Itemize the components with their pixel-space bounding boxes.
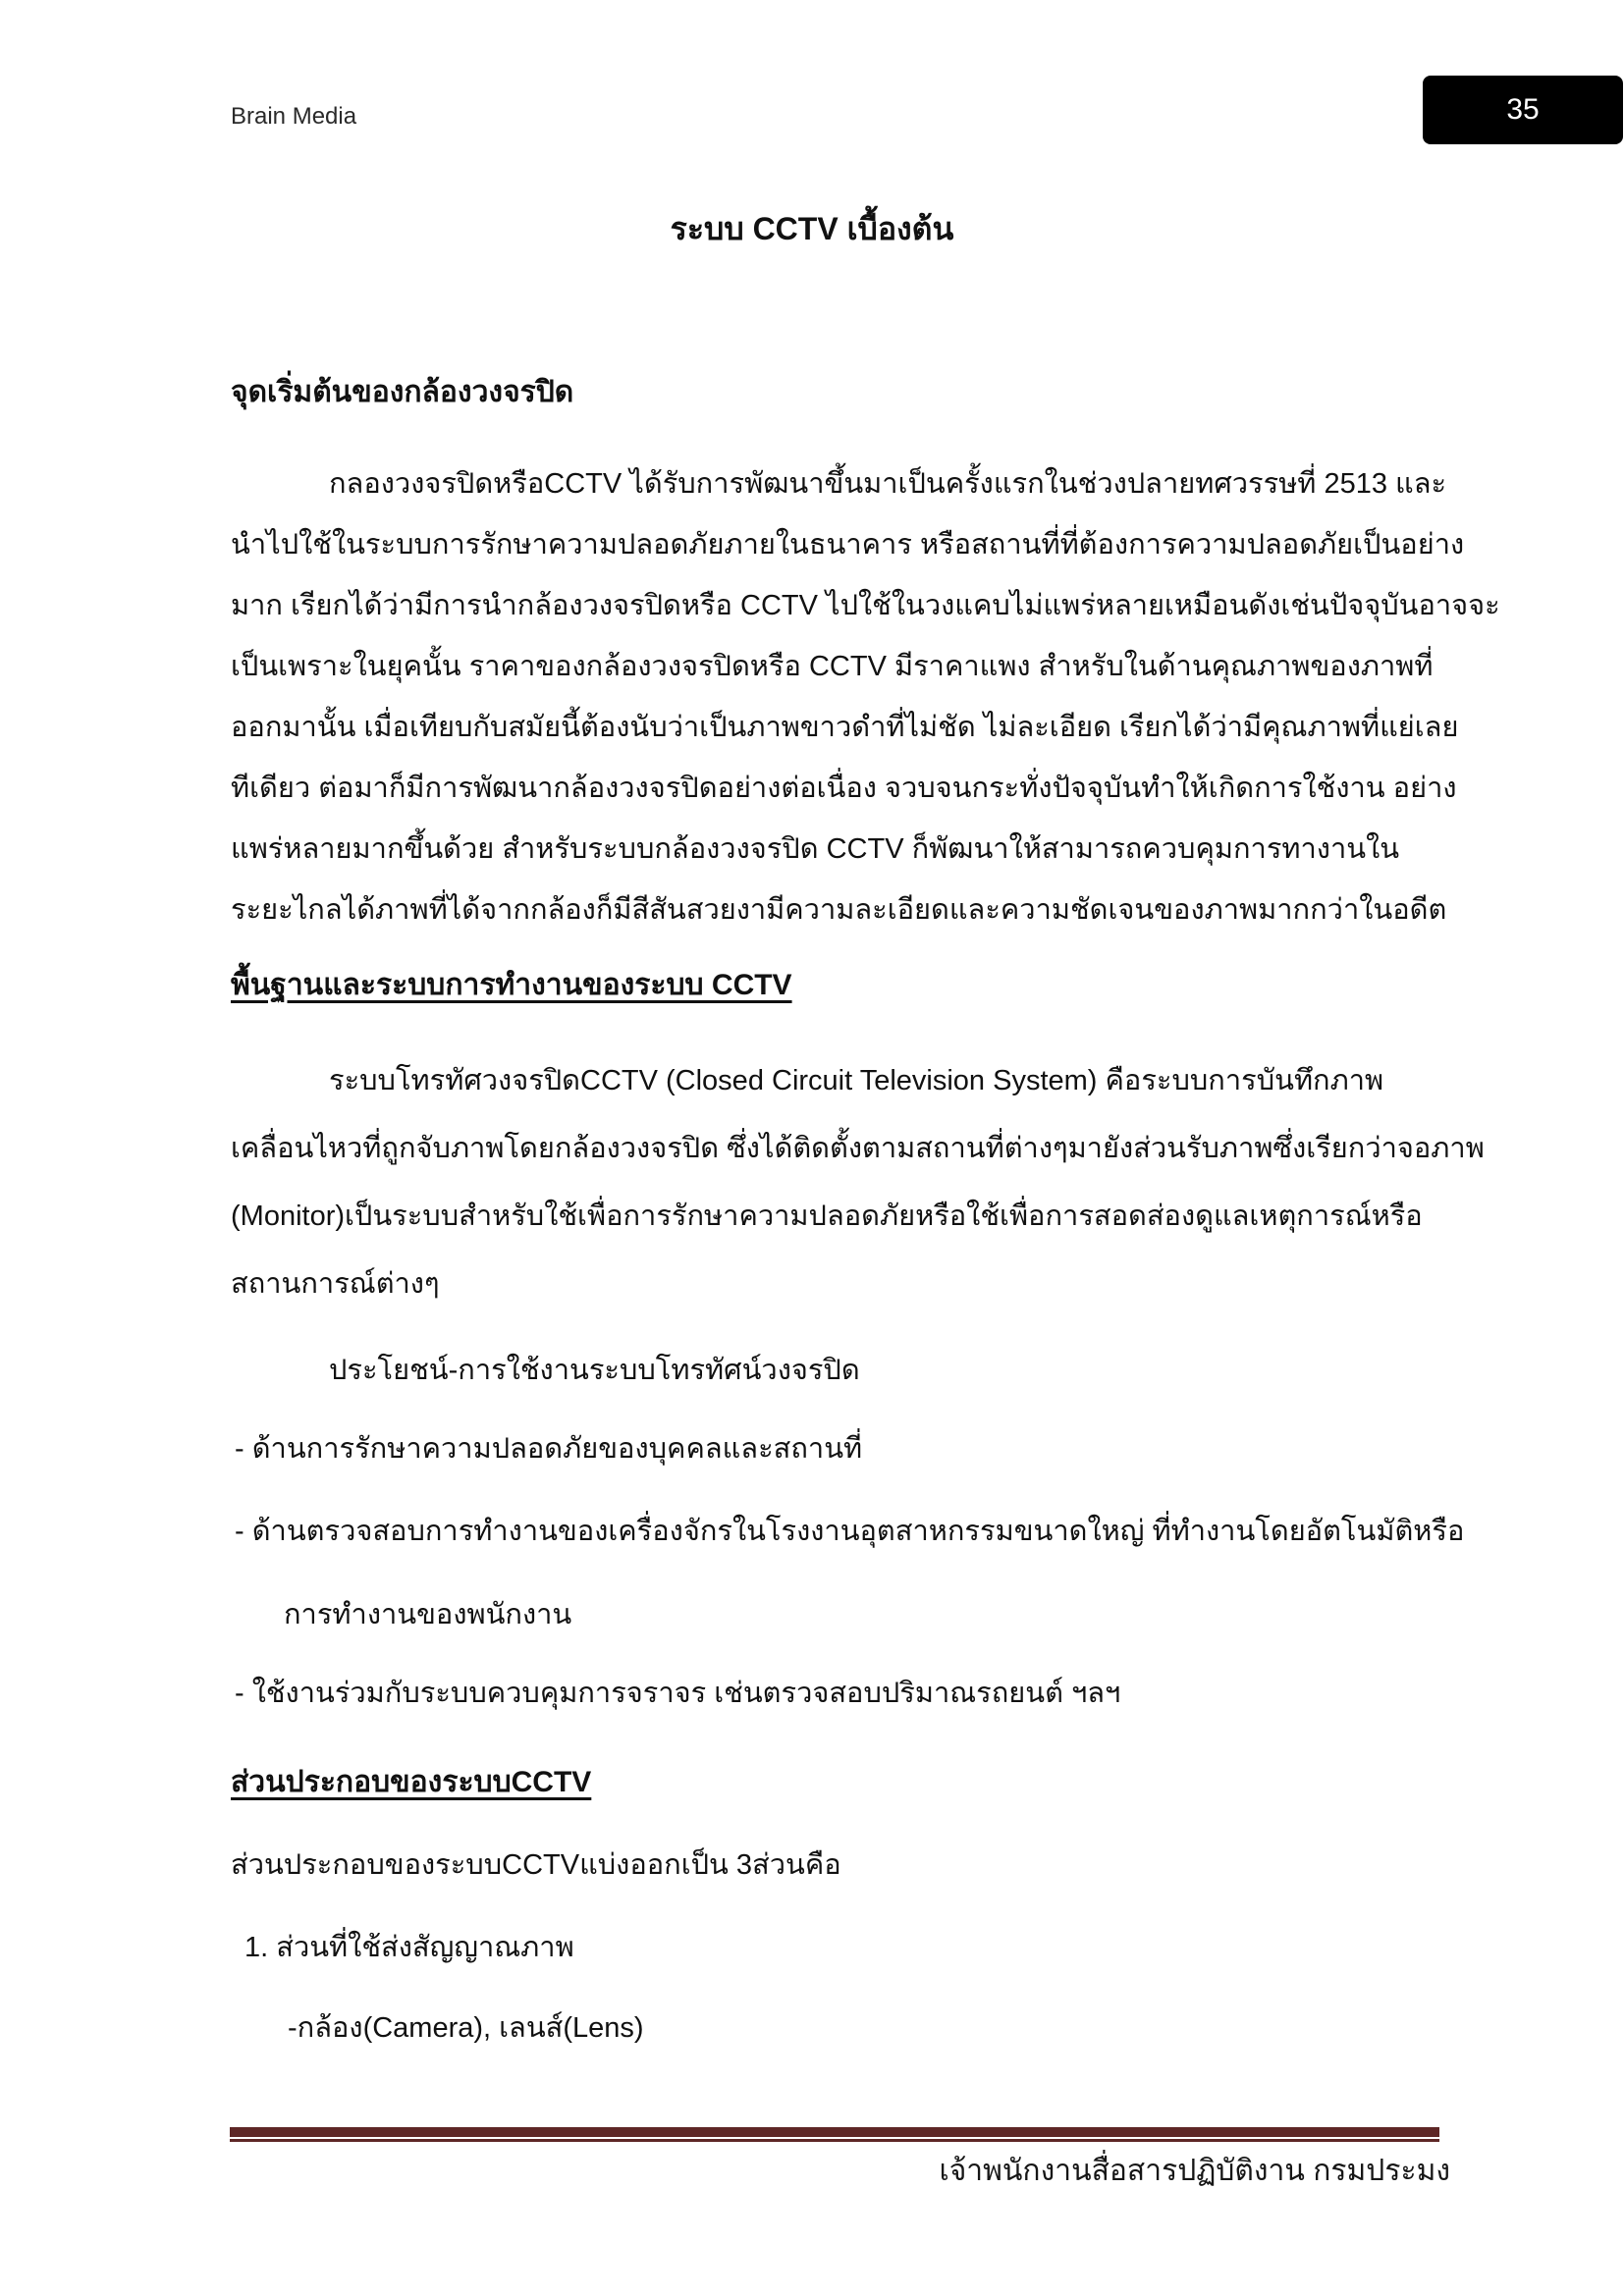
heading-origin: จุดเริ่มต้นของกล้องวงจรปิด (231, 376, 574, 408)
page-number: 35 (1506, 93, 1540, 126)
page-title: ระบบ CCTV เบื้องต้น (670, 211, 954, 246)
footer-credit: เจ้าพนักงานสื่อสารปฏิบัติงาน กรมประมง (939, 2155, 1450, 2187)
paragraph-line: ทีเดียว ต่อมาก็มีการพัฒนากล้องวงจรปิดอย่างต่อเนื่อง จวบจนกระทั่งปัจจุบันทำให้เกิดการใช้งาน อย่าง (231, 773, 1457, 804)
paragraph-line: สถานการณ์ต่างๆ (231, 1268, 440, 1300)
paragraph-line: กลองวงจรปิดหรือCCTV ได้รับการพัฒนาขึ้นมาเป็นครั้งแรกในช่วงปลายทศวรรษที่ 2513 และ (329, 468, 1447, 500)
paragraph-line: ออกมานั้น เมื่อเทียบกับสมัยนี้ต้องนับว่าเป็นภาพขาวดำที่ไม่ชัด ไม่ละเอียด เรียกได้ว่ามีคุณภาพที่แย่เลย (231, 712, 1459, 743)
heading-components: ส่วนประกอบของระบบCCTV (231, 1766, 592, 1798)
page-number-badge (1423, 76, 1623, 144)
bullet-item-security: - ด้านการรักษาความปลอดภัยของบุคคลและสถานที่ (235, 1433, 863, 1465)
bullet-continuation: การทำงานของพนักงาน (284, 1599, 572, 1630)
paragraph-fundamentals (231, 1047, 1485, 1318)
list-item-camera-lens: -กล้อง(Camera), เลนส์(Lens) (288, 2012, 644, 2044)
paragraph-line: นำไปใช้ในระบบการรักษาความปลอดภัยภายในธนาคาร หรือสถานที่ที่ต้องการความปลอดภัยเป็นอย่าง (231, 529, 1465, 561)
components-intro: ส่วนประกอบของระบบCCTVแบ่งออกเป็น 3ส่วนคือ (231, 1849, 841, 1881)
paragraph-origin (231, 454, 1500, 940)
paragraph-line: เคลื่อนไหวที่ถูกจับภาพโดยกล้องวงจรปิด ซึ่งได้ติดตั้งตามสถานที่ต่างๆมายังส่วนรับภาพซึ่งเรียกว่าจอภาพ (231, 1133, 1485, 1164)
heading-fundamentals: พื้นฐานและระบบการทำงานของระบบ CCTV (231, 969, 792, 1001)
paragraph-line: แพร่หลายมากขึ้นด้วย สำหรับระบบกล้องวงจรปิด CCTV ก็พัฒนาให้สามารถควบคุมการทางานใน (231, 833, 1400, 865)
paragraph-line: เป็นเพราะในยุคนั้น ราคาของกล้องวงจรปิดหรือ CCTV มีราคาแพง สำหรับในด้านคุณภาพของภาพที่ (231, 651, 1434, 682)
bullet-item-traffic: - ใช้งานร่วมกับระบบควบคุมการจราจร เช่นตรวจสอบปริมาณรถยนต์ ฯลฯ (235, 1678, 1121, 1709)
bullet-item-machinery: - ด้านตรวจสอบการทำงานของเครื่องจักรในโรงงานอุตสาหกรรมขนาดใหญ่ ที่ทำงานโดยอัตโนมัติหรือ (235, 1516, 1465, 1547)
paragraph-line: ระยะไกลได้ภาพที่ได้จากกล้องก็มีสีสันสวยงามีความละเอียดและความชัดเจนของภาพมากกว่าในอดีต (231, 894, 1447, 926)
list-item-signal-source: 1. ส่วนที่ใช้ส่งสัญญาณภาพ (244, 1932, 574, 1963)
paragraph-line: ระบบโทรทัศวงจรปิดCCTV (Closed Circuit Television System) คือระบบการบันทึกภาพ (329, 1065, 1384, 1096)
footer-rule (230, 2127, 1439, 2142)
paragraph-line: มาก เรียกได้ว่ามีการนำกล้องวงจรปิดหรือ CCTV ไปใช้ในวงแคบไม่แพร่หลายเหมือนดังเช่นปัจจุบันอาจจะ (231, 590, 1500, 621)
header-brand: Brain Media (231, 103, 357, 130)
paragraph-line: (Monitor)เป็นระบบสำหรับใช้เพื่อการรักษาความปลอดภัยหรือใช้เพื่อการสอดส่องดูแลเหตุการณ์หรือ (231, 1201, 1423, 1232)
benefits-title: ประโยชน์-การใช้งานระบบโทรทัศน์วงจรปิด (329, 1355, 860, 1386)
